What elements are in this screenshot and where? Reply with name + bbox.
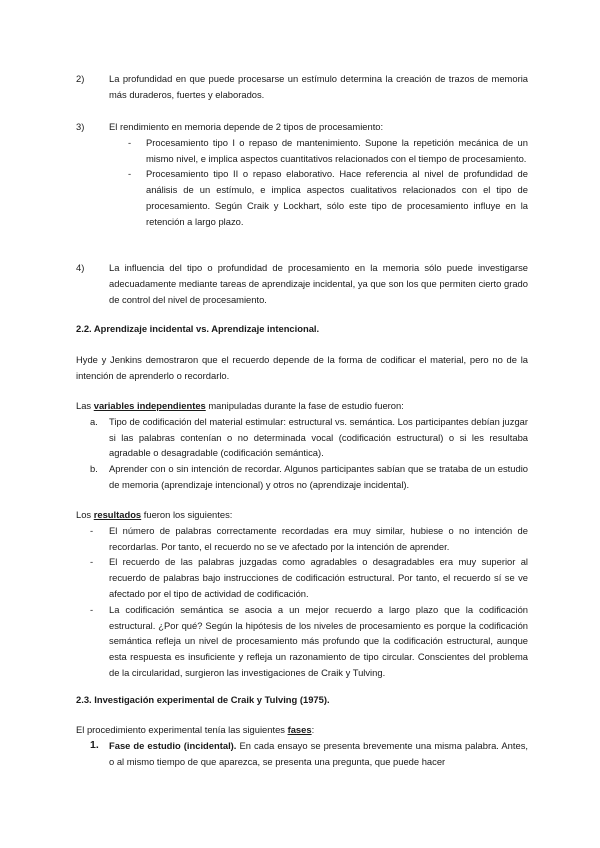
alpha-item-text: Aprender con o sin intención de recordar. Algunos participantes sabían que se trataba de un estudio de memoria (aprendizaje intencional) y otros no (aprendizaje incidental). [109, 463, 528, 490]
item-number: 2) [76, 73, 85, 84]
alpha-item [76, 414, 528, 461]
result-item-text: El número de palabras correctamente recordadas era muy similar, hubiese o no intención de recordarlas. Por tanto, el recuerdo no se ve afectado por la intención de aprender. [109, 524, 528, 552]
variables-term: variables independientes [93, 400, 206, 411]
fase-number: 1. [90, 738, 99, 751]
item-number: 4) [76, 262, 85, 273]
variables-intro [76, 398, 528, 414]
fase-label: Fase de estudio (incidental). [109, 739, 237, 751]
item-text: La profundidad en que puede procesarse un estímulo determina la creación de trazos de memoria más duraderos, fuertes y elaborados. [109, 73, 528, 100]
dash-marker: - [128, 136, 132, 148]
variables-section [76, 398, 528, 493]
dash-marker: - [90, 524, 94, 536]
sub-item [76, 166, 528, 229]
intro-pre: Los [76, 509, 94, 520]
result-item [76, 523, 528, 555]
heading-text: 2.2. Aprendizaje incidental vs. Aprendizaje intencional. [76, 323, 320, 334]
numbered-item-2 [76, 71, 528, 103]
section-heading-2-3 [76, 692, 528, 708]
sub-item-text: Procesamiento tipo I o repaso de mantenimiento. Supone la repetición mecánica de un mismo nivel, e implica aspectos cuantitativos relacionados con el tiempo de procesamiento. [146, 136, 528, 164]
intro-post: fueron los siguientes: [141, 509, 233, 520]
intro-pre: El procedimiento experimental tenía las siguientes [76, 724, 288, 735]
alpha-marker: b. [90, 463, 98, 475]
intro-post: : [311, 724, 315, 735]
result-item [76, 554, 528, 601]
result-item [76, 602, 528, 681]
alpha-item [76, 461, 528, 493]
sub-item-text: Procesamiento tipo II o repaso elaborativo. Hace referencia al nivel de profundidad de análisis de un estímulo, e implica aspectos cualitativos relacionados con el tipo de procesamiento. Según Craik y Lockhart, sólo este tipo de procesamiento influye en la retención a largo plazo. [146, 168, 528, 227]
fase-item-1 [76, 738, 528, 770]
fases-term: fases [287, 724, 312, 735]
paragraph-text: Hyde y Jenkins demostraron que el recuerdo depende de la forma de codificar el material, pero no de la intención de aprenderlo o recordarlo. [76, 354, 528, 381]
result-item-text: La codificación semántica se asocia a un mejor recuerdo a largo plazo que la codificación estructural. ¿Por qué? Según la hipótesis de los niveles de procesamiento es porque la codificación semántica refleja un nivel de procesamiento más profundo que la codificación estructural, aunque esta respuesta es insuficiente y refleja un razonamiento de tipo circular. Conscientes del problema de la circularidad, surgieron las investigaciones de Craik y Tulving. [109, 603, 528, 678]
result-item-text: El recuerdo de las palabras juzgadas como agradables o desagradables era muy superior al recuerdo de palabras bajo instrucciones de codificación estructural. Por tanto, el recuerdo sí se ve afectado por el tipo de actividad de codificación. [109, 556, 528, 599]
dash-marker: - [90, 556, 94, 568]
alpha-item-text: Tipo de codificación del material estimular: estructural vs. semántica. Los participantes debían juzgar si las palabras contenían o no determinada vocal (codificación estructural) o si les resultaba agradable o desagradable (codificación semántica). [109, 415, 528, 459]
item-number: 3) [76, 121, 85, 132]
paragraph-hyde [76, 352, 528, 384]
dash-marker: - [90, 603, 94, 615]
resultados-section [76, 507, 528, 681]
heading-text: 2.3. Investigación experimental de Craik y Tulving (1975). [76, 694, 330, 705]
item-text: El rendimiento en memoria depende de 2 tipos de procesamiento: [109, 121, 384, 132]
procedimiento-intro [76, 722, 528, 738]
dash-marker: - [128, 168, 132, 180]
intro-pre: Las [76, 400, 94, 411]
numbered-item-4 [76, 260, 528, 307]
alpha-marker: a. [90, 415, 98, 427]
numbered-item-3 [76, 119, 528, 230]
fase-text: En cada ensayo se presenta brevemente una misma palabra. Antes, o al mismo tiempo de que aparezca, se presenta una pregunta, que puede hacer [109, 739, 528, 767]
procedimiento-section [76, 722, 528, 769]
item-text: La influencia del tipo o profundidad de procesamiento en la memoria sólo puede investigarse adecuadamente mediante tareas de aprendizaje incidental, ya que son los que permiten cierto grado de control del nivel de procesamiento. [109, 262, 528, 305]
intro-post: manipuladas durante la fase de estudio fueron: [205, 400, 404, 411]
resultados-intro [76, 507, 528, 523]
section-heading-2-2 [76, 321, 528, 337]
resultados-term: resultados [93, 509, 142, 520]
sub-item [76, 135, 528, 167]
